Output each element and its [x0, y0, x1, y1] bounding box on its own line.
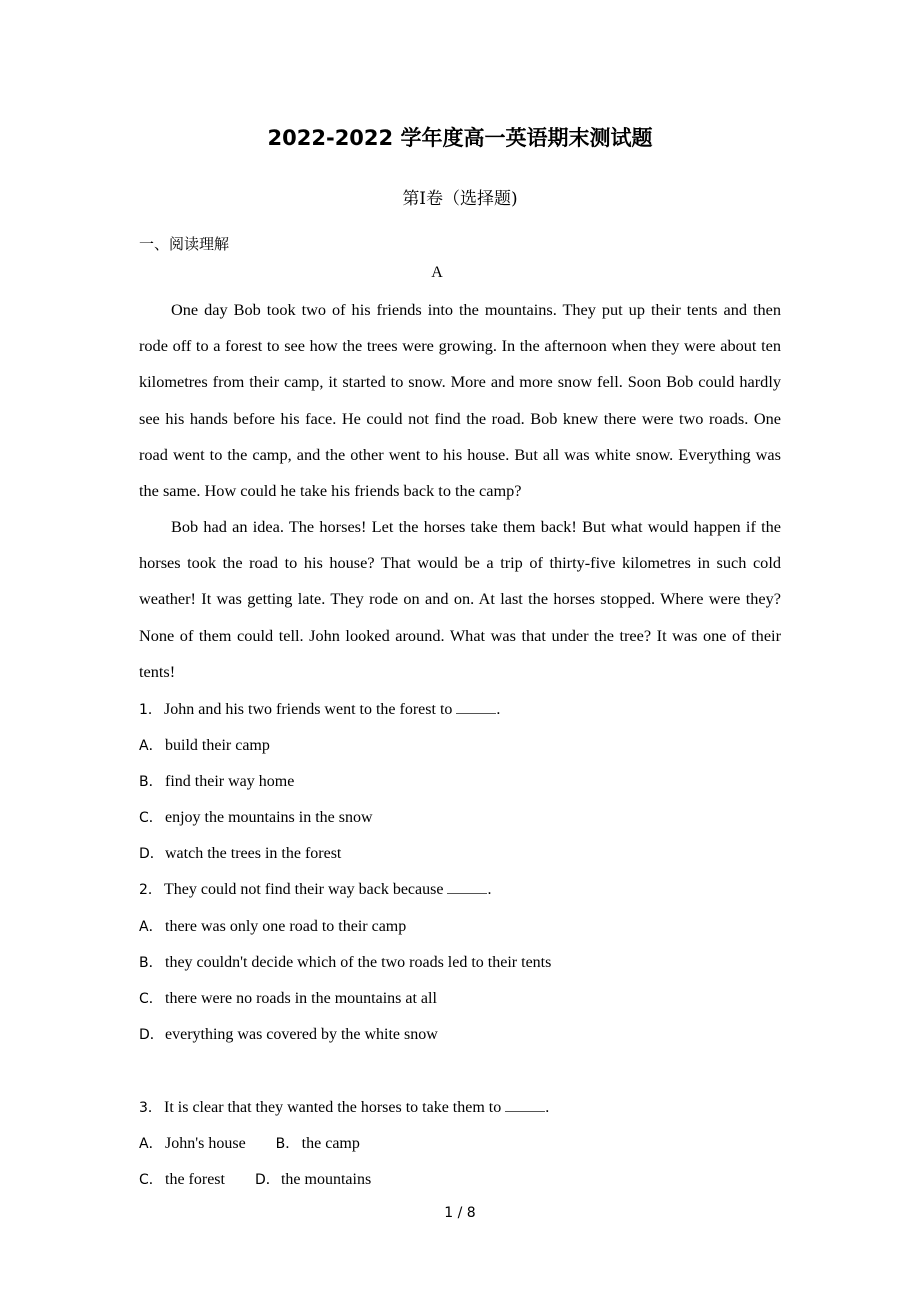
option-text: they couldn't decide which of the two roads led to their tents — [165, 954, 552, 971]
question-stem: John and his two friends went to the forest to — [164, 701, 457, 718]
question-number: 2． — [139, 882, 162, 898]
question-stem: It is clear that they wanted the horses to take them to — [164, 1099, 506, 1116]
option-row-3cd — [139, 1169, 371, 1189]
option-1c — [139, 807, 373, 827]
question-number: 3． — [139, 1100, 162, 1116]
answer-blank — [505, 1098, 545, 1112]
option-letter: C． — [139, 1172, 163, 1188]
page-indicator: 1 / 8 — [444, 1205, 476, 1221]
option-letter: B． — [139, 955, 163, 971]
option-2a — [139, 916, 406, 936]
option-letter: D． — [254, 1172, 280, 1188]
option-1b — [139, 771, 294, 791]
option-2b — [139, 952, 551, 972]
option-letter: D． — [139, 846, 164, 862]
option-letter: C． — [139, 810, 163, 826]
question-period: . — [496, 701, 501, 718]
option-letter: B． — [139, 774, 163, 790]
option-text: watch the trees in the forest — [165, 845, 342, 862]
option-1d — [139, 843, 341, 863]
option-text: the mountains — [280, 1171, 372, 1188]
question-period: . — [487, 881, 492, 898]
question-stem: They could not find their way back because — [164, 881, 448, 898]
option-text: find their way home — [165, 773, 295, 790]
option-letter: C． — [139, 991, 163, 1007]
option-2d — [139, 1024, 438, 1044]
passage-paragraph-2 — [139, 509, 781, 690]
option-letter: A． — [139, 1136, 163, 1152]
option-text: John's house — [165, 1135, 246, 1152]
option-text: everything was covered by the white snow — [165, 1026, 438, 1043]
option-text: enjoy the mountains in the snow — [165, 809, 373, 826]
option-letter: A． — [139, 738, 163, 754]
question-2 — [139, 879, 491, 899]
option-text: build their camp — [165, 737, 270, 754]
question-1 — [139, 699, 500, 719]
option-1a — [139, 735, 270, 755]
paragraph-text: Bob had an idea. The horses! Let the horses take them back! But what would happen if the horses took the road to his house? That would be a trip of thirty-five kilometres in such cold weather! It was getting late. They rode on and on. At last the horses stopped. Where were they? None of them could tell. John looked around. What was that under the tree? It was one of their tents! — [139, 517, 781, 681]
section-heading: 一、阅读理解 — [139, 235, 230, 253]
option-letter: D． — [139, 1027, 164, 1043]
answer-blank — [456, 700, 496, 714]
option-text: there were no roads in the mountains at all — [165, 990, 437, 1007]
option-text: there was only one road to their camp — [165, 918, 407, 935]
option-letter: A． — [139, 919, 163, 935]
answer-blank — [447, 880, 487, 894]
option-letter: B． — [275, 1136, 300, 1152]
passage-paragraph-1 — [139, 292, 781, 509]
option-2c — [139, 988, 437, 1008]
passage-label — [0, 264, 874, 282]
option-text: the forest — [165, 1171, 225, 1188]
option-text: the camp — [301, 1135, 360, 1152]
part-subtitle: 第Ⅰ卷（选择题) — [402, 189, 518, 209]
question-3 — [139, 1097, 549, 1117]
question-number: 1． — [139, 702, 162, 718]
option-row-3ab — [139, 1133, 360, 1153]
document-title: 2022-2022 学年度高一英语期末测试题 — [267, 126, 653, 150]
passage-letter: A — [431, 264, 443, 281]
paragraph-text: One day Bob took two of his friends into the mountains. They put up their tents and then rode off to a forest to see how the trees were growing. In the afternoon when they were about ten kilometres from their camp, it started to snow. More and more snow fell. Soon Bob could hardly see his hands before his face. He could not find the road. Bob knew there were two roads. One road went to the camp, and the other went to his house. But all was white snow. Everything was the same. How could he take his friends back to the camp? — [139, 300, 781, 501]
question-period: . — [545, 1099, 550, 1116]
